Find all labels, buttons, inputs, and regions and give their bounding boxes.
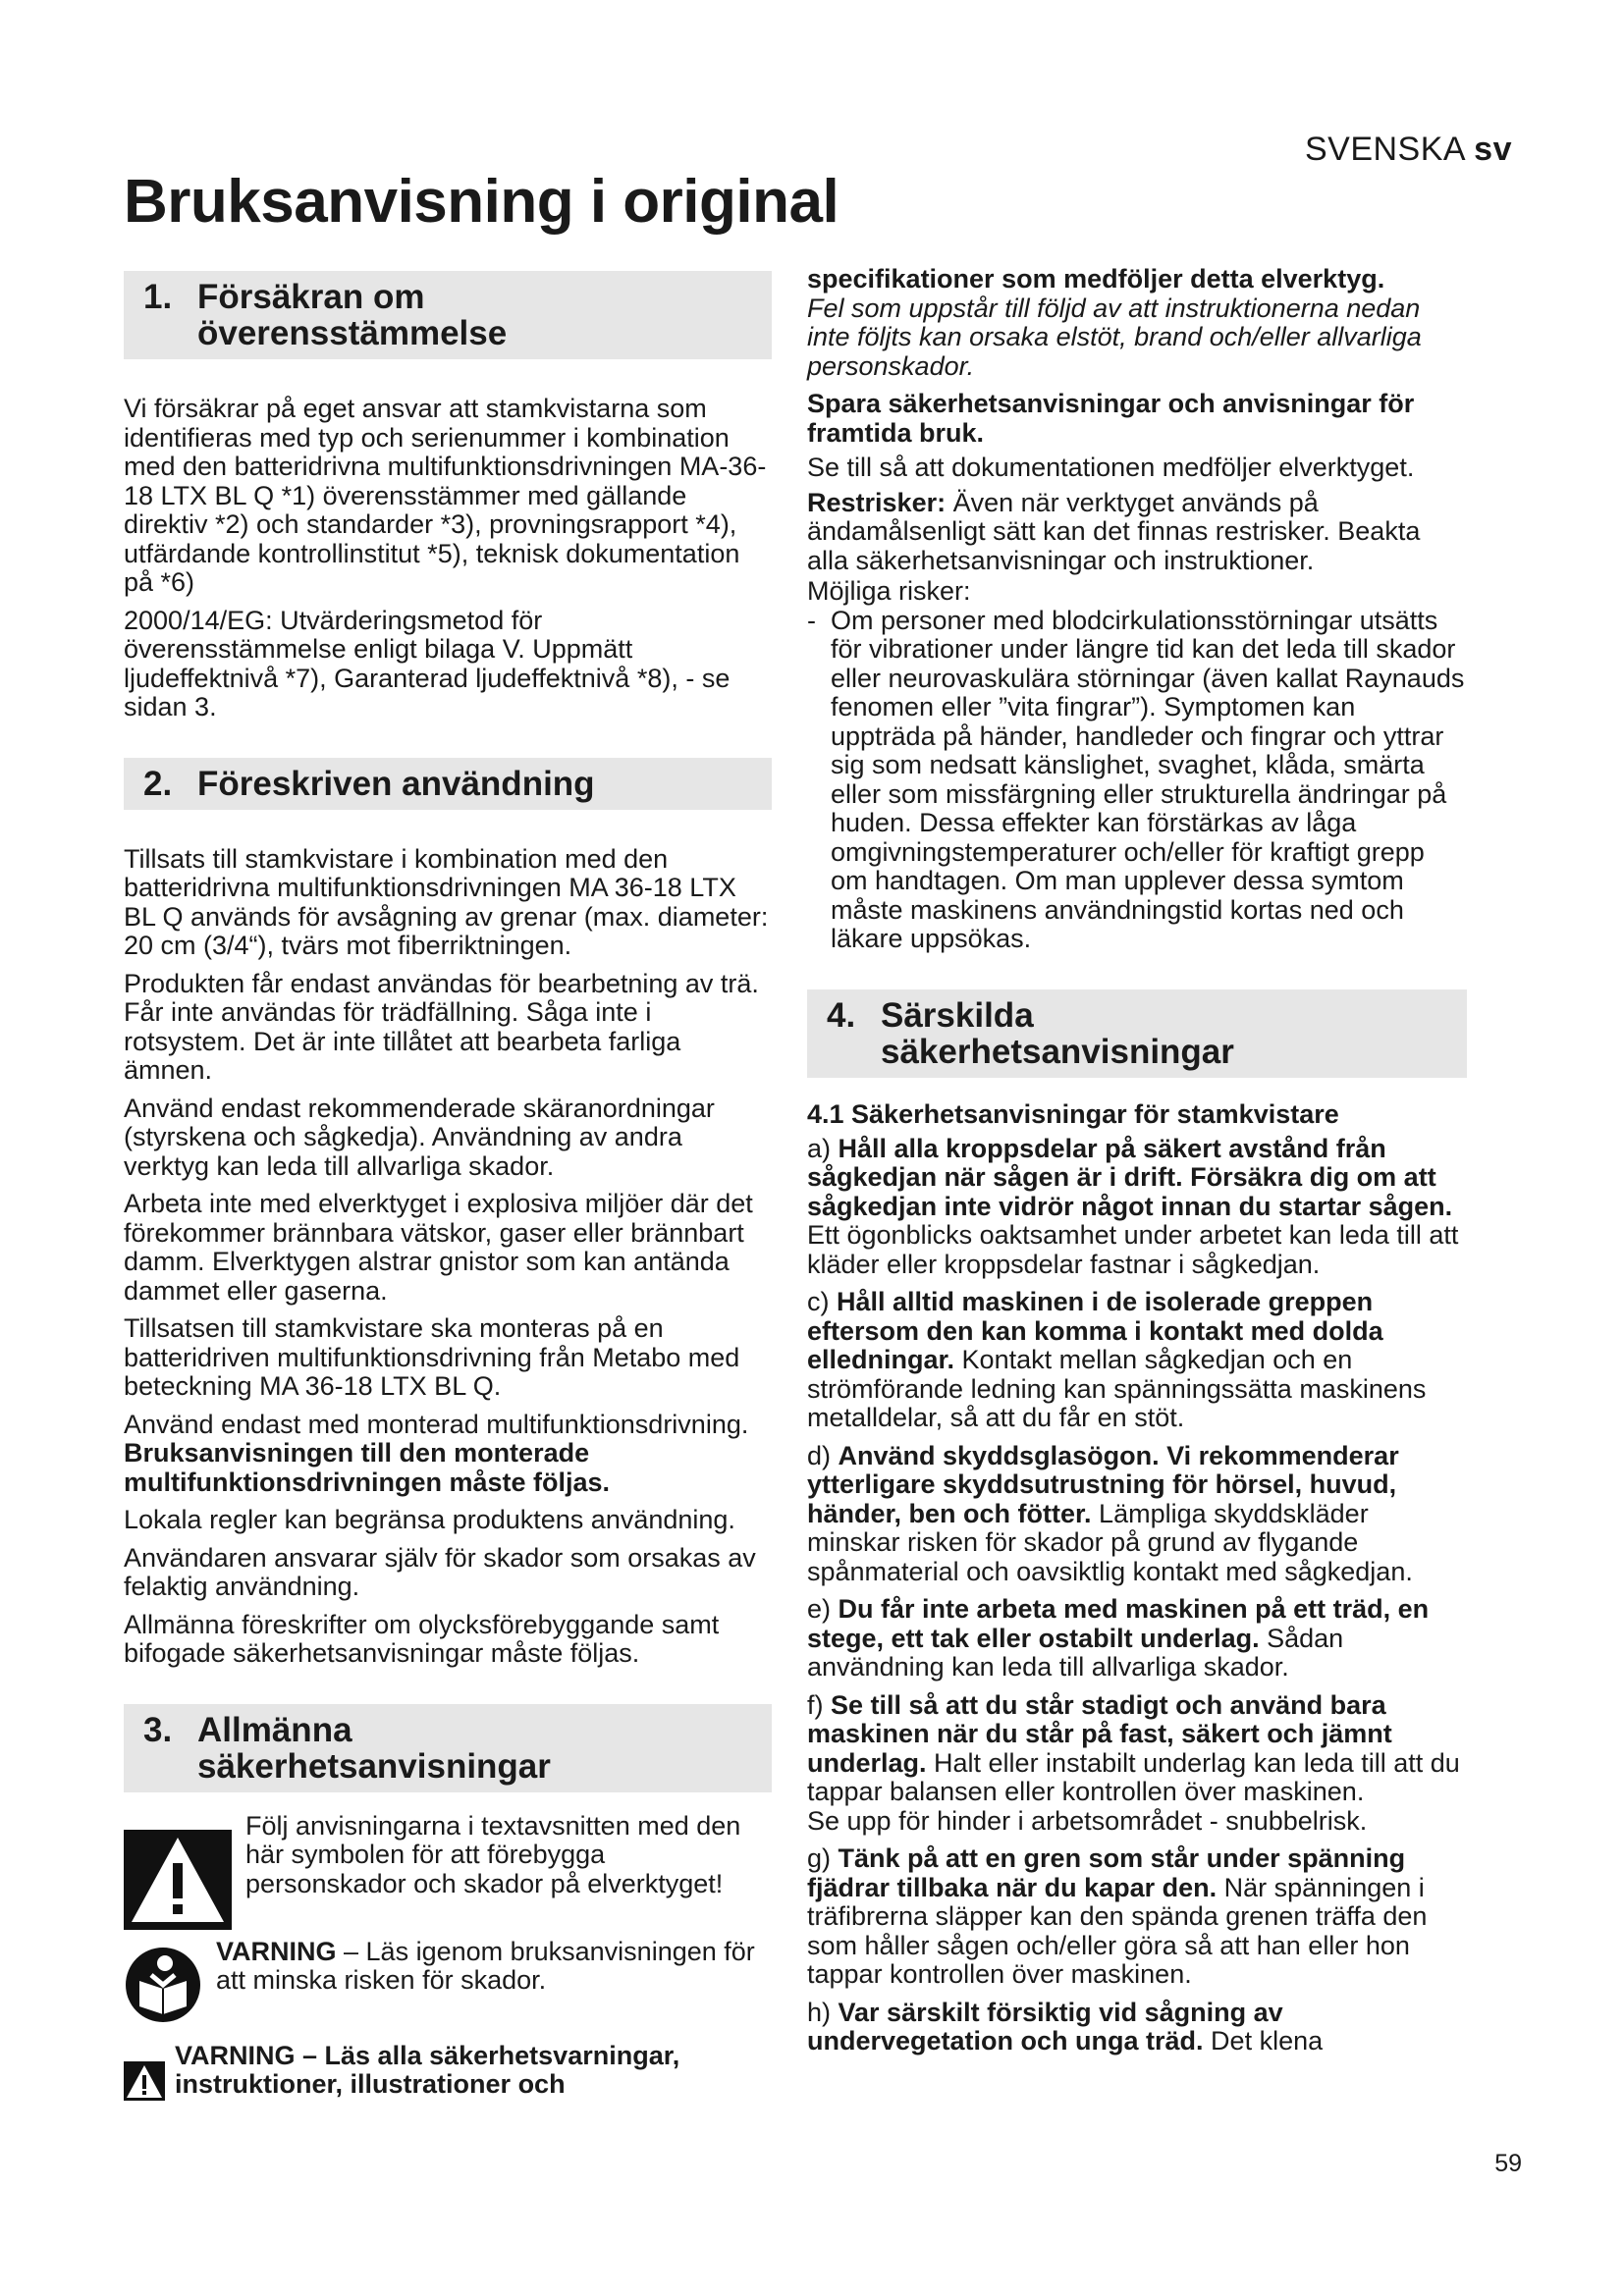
paragraph: Se upp för hinder i arbetsområdet - snubbelrisk. [807,1805,1368,1836]
paragraph: Se till så att dokumentationen medföljer elverktyget. [807,453,1415,482]
paragraph: h) Var särskilt försiktig vid sågning av undervegetation och unga träd. Det klena [807,1997,1324,2056]
paragraph: Använd endast med monterad multifunktionsdrivning. Bruksanvisningen till den monterade multifunktionsdrivningen måste följas. [124,1409,749,1497]
paragraph: Vi försäkrar på eget ansvar att stamkvistarna som identifieras med typ och serienummer i kombination med den batteridrivna multifunktionsdrivningen MA-36-18 LTX BL Q *1) överensstämmer med gällande direktiv *2) och standarder *3), provningsrapport *4), utfärdande kontrollinstitut *5), teknisk dokumentation på *6) [124,394,767,597]
read-manual-icon [124,1946,202,2024]
paragraph: 2000/14/EG: Utvärderingsmetod för överensstämmelse enligt bilaga V. Uppmätt ljudeffektnivå *7), Garanterad ljudeffektnivå *8), - se sidan 3. [124,605,731,721]
paragraph: d) Använd skyddsglasögon. Vi rekommenderar ytterligare skyddsutrustning för hörsel, huvud, händer, ben och fötter. Lämpliga skyddskläder minskar risken för skador på grund av flygande spånmaterial och oavsiktlig kontakt med sågkedjan. [807,1440,1413,1586]
paragraph: Spara säkerhetsanvisningar och anvisningar för framtida bruk. [807,389,1415,448]
right-column [807,265,1467,2065]
paragraph: Tillsatsen till stamkvistare ska monteras på en batteridriven multifunktionsdrivning från Metabo med beteckning MA 36-18 LTX BL Q. [124,1313,740,1401]
paragraph: f) Se till så att du står stadigt och använd bara maskinen när du står på fast, säkert och jämnt underlag. Halt eller instabilt underlag kan leda till att du tappar balansen eller kontrollen över maskinen. [807,1689,1460,1806]
section-4-heading: 4. Särskilda säkerhetsanvisningar [807,989,1467,1078]
warning-triangle-icon [124,2061,165,2101]
section-1-heading: 1. Försäkran om överensstämmelse [124,271,772,359]
paragraph: Lokala regler kan begränsa produktens användning. [124,1505,735,1534]
paragraph: g) Tänk på att en gren som står under spänning fjädrar tillbaka när du kapar den. När spänningen i träfibrerna släpper kan den spända grenen träffa den som håller sågen och/eller göra så att han eller hon tappar kontrollen över maskinen. [807,1843,1428,1989]
page-number: 59 [1494,2150,1522,2177]
paragraph: Allmänna föreskrifter om olycksförebyggande samt bifogade säkerhetsanvisningar måste följas. [124,1609,720,1668]
paragraph: c) Håll alltid maskinen i de isolerade greppen eftersom den kan komma i kontakt med dolda elledningar. Kontakt mellan sågkedjan och en strömförande ledning kan spänningssätta maskinens metalldelar, så att du får en stöt. [807,1287,1427,1432]
paragraph: Tillsats till stamkvistare i kombination med den batteridrivna multifunktionsdrivningen MA 36-18 LTX BL Q används för avsågning av grenar (max. diameter: 20 cm (3/4“), tvärs mot fiberriktningen. [124,843,769,960]
paragraph: Arbeta inte med elverktyget i explosiva miljöer där det förekommer brännbara vätskor, gaser eller brännbart damm. Elverktygen alstrar gnistor som kan antända dammet eller gaserna. [124,1189,753,1306]
general-warning: VARNING – Läs alla säkerhetsvarningar, instruktioner, illustrationer och [124,2042,772,2101]
subsection-heading: 4.1 Säkerhetsanvisningar för stamkvistare [807,1098,1339,1129]
paragraph: Fel som uppstår till följd av att instruktionerna nedan inte följts kan orsaka elstöt, brand och/eller allvarliga personskador. [807,293,1422,381]
paragraph: Användaren ansvarar själv för skador som orsakas av felaktig användning. [124,1542,756,1601]
paragraph: e) Du får inte arbeta med maskinen på ett träd, en stege, ett tak eller ostabilt underlag. Sådan användning kan leda till allvarliga skador. [807,1594,1430,1682]
paragraph: a) Håll alla kroppsdelar på säkert avstånd från sågkedjan när sågen är i drift. Försäkra dig om att sågkedjan inte vidrör något innan du startar sågen. Ett ögonblicks oaktsamhet under arbetet kan leda till att kläder eller kroppsdelar fastnar i sågkedjan. [807,1133,1459,1279]
section-2-heading: 2. Föreskriven användning [124,758,772,810]
paragraph: Produkten får endast användas för bearbetning av trä. Får inte användas för trädfällning. Såga inte i rotsystem. Det är inte tillåtet att bearbeta farliga ämnen. [124,968,759,1085]
read-manual-warning: VARNING – Läs igenom bruksanvisningen för att minska risken för skador. [124,1938,772,2024]
paragraph: Använd endast rekommenderade skäranordningar (styrskena och sågkedja). Användning av andra verktyg kan leda till allvarliga skador. [124,1093,715,1181]
paragraph: specifikationer som medföljer detta elverktyg. [807,264,1385,294]
list-item: - Om personer med blodcirkulationsstörningar utsätts för vibrationer under längre tid kan det leda till skador eller neurovaskulära störningar (även kallat Raynauds fenomen eller ”vita fingrar”). Symptomen kan uppträda på händer, handleder och fingrar och yttrar sig som nedsatt känslighet, svaghet, klåda, smärta eller som missfärgning eller strukturella ändringar på huden. Dessa effekter kan förstärkas av låga omgivningstemperaturer och/eller för kraftigt grepp om handtagen. Om man upplever dessa symtom måste maskinens användningstid kortas ned och läkare uppsökas. [807,605,1465,953]
paragraph: Restrisker: Även när verktyget används på ändamålsenligt sätt kan det finnas restrisker. Beakta alla säkerhetsanvisningar och instruktioner. [807,487,1421,575]
page-title: Bruksanvisning i original [124,168,839,236]
symbol-note: Följ anvisningarna i textavsnitten med den här symbolen för att förebygga personskador och skador på elverktyget! [124,1812,772,1930]
section-3-heading: 3. Allmänna säkerhetsanvisningar [124,1704,772,1792]
language-label: SVENSKA sv [1304,131,1512,168]
left-column [124,271,772,2101]
paragraph: Möjliga risker: [807,576,971,606]
warning-triangle-icon [124,1830,232,1930]
